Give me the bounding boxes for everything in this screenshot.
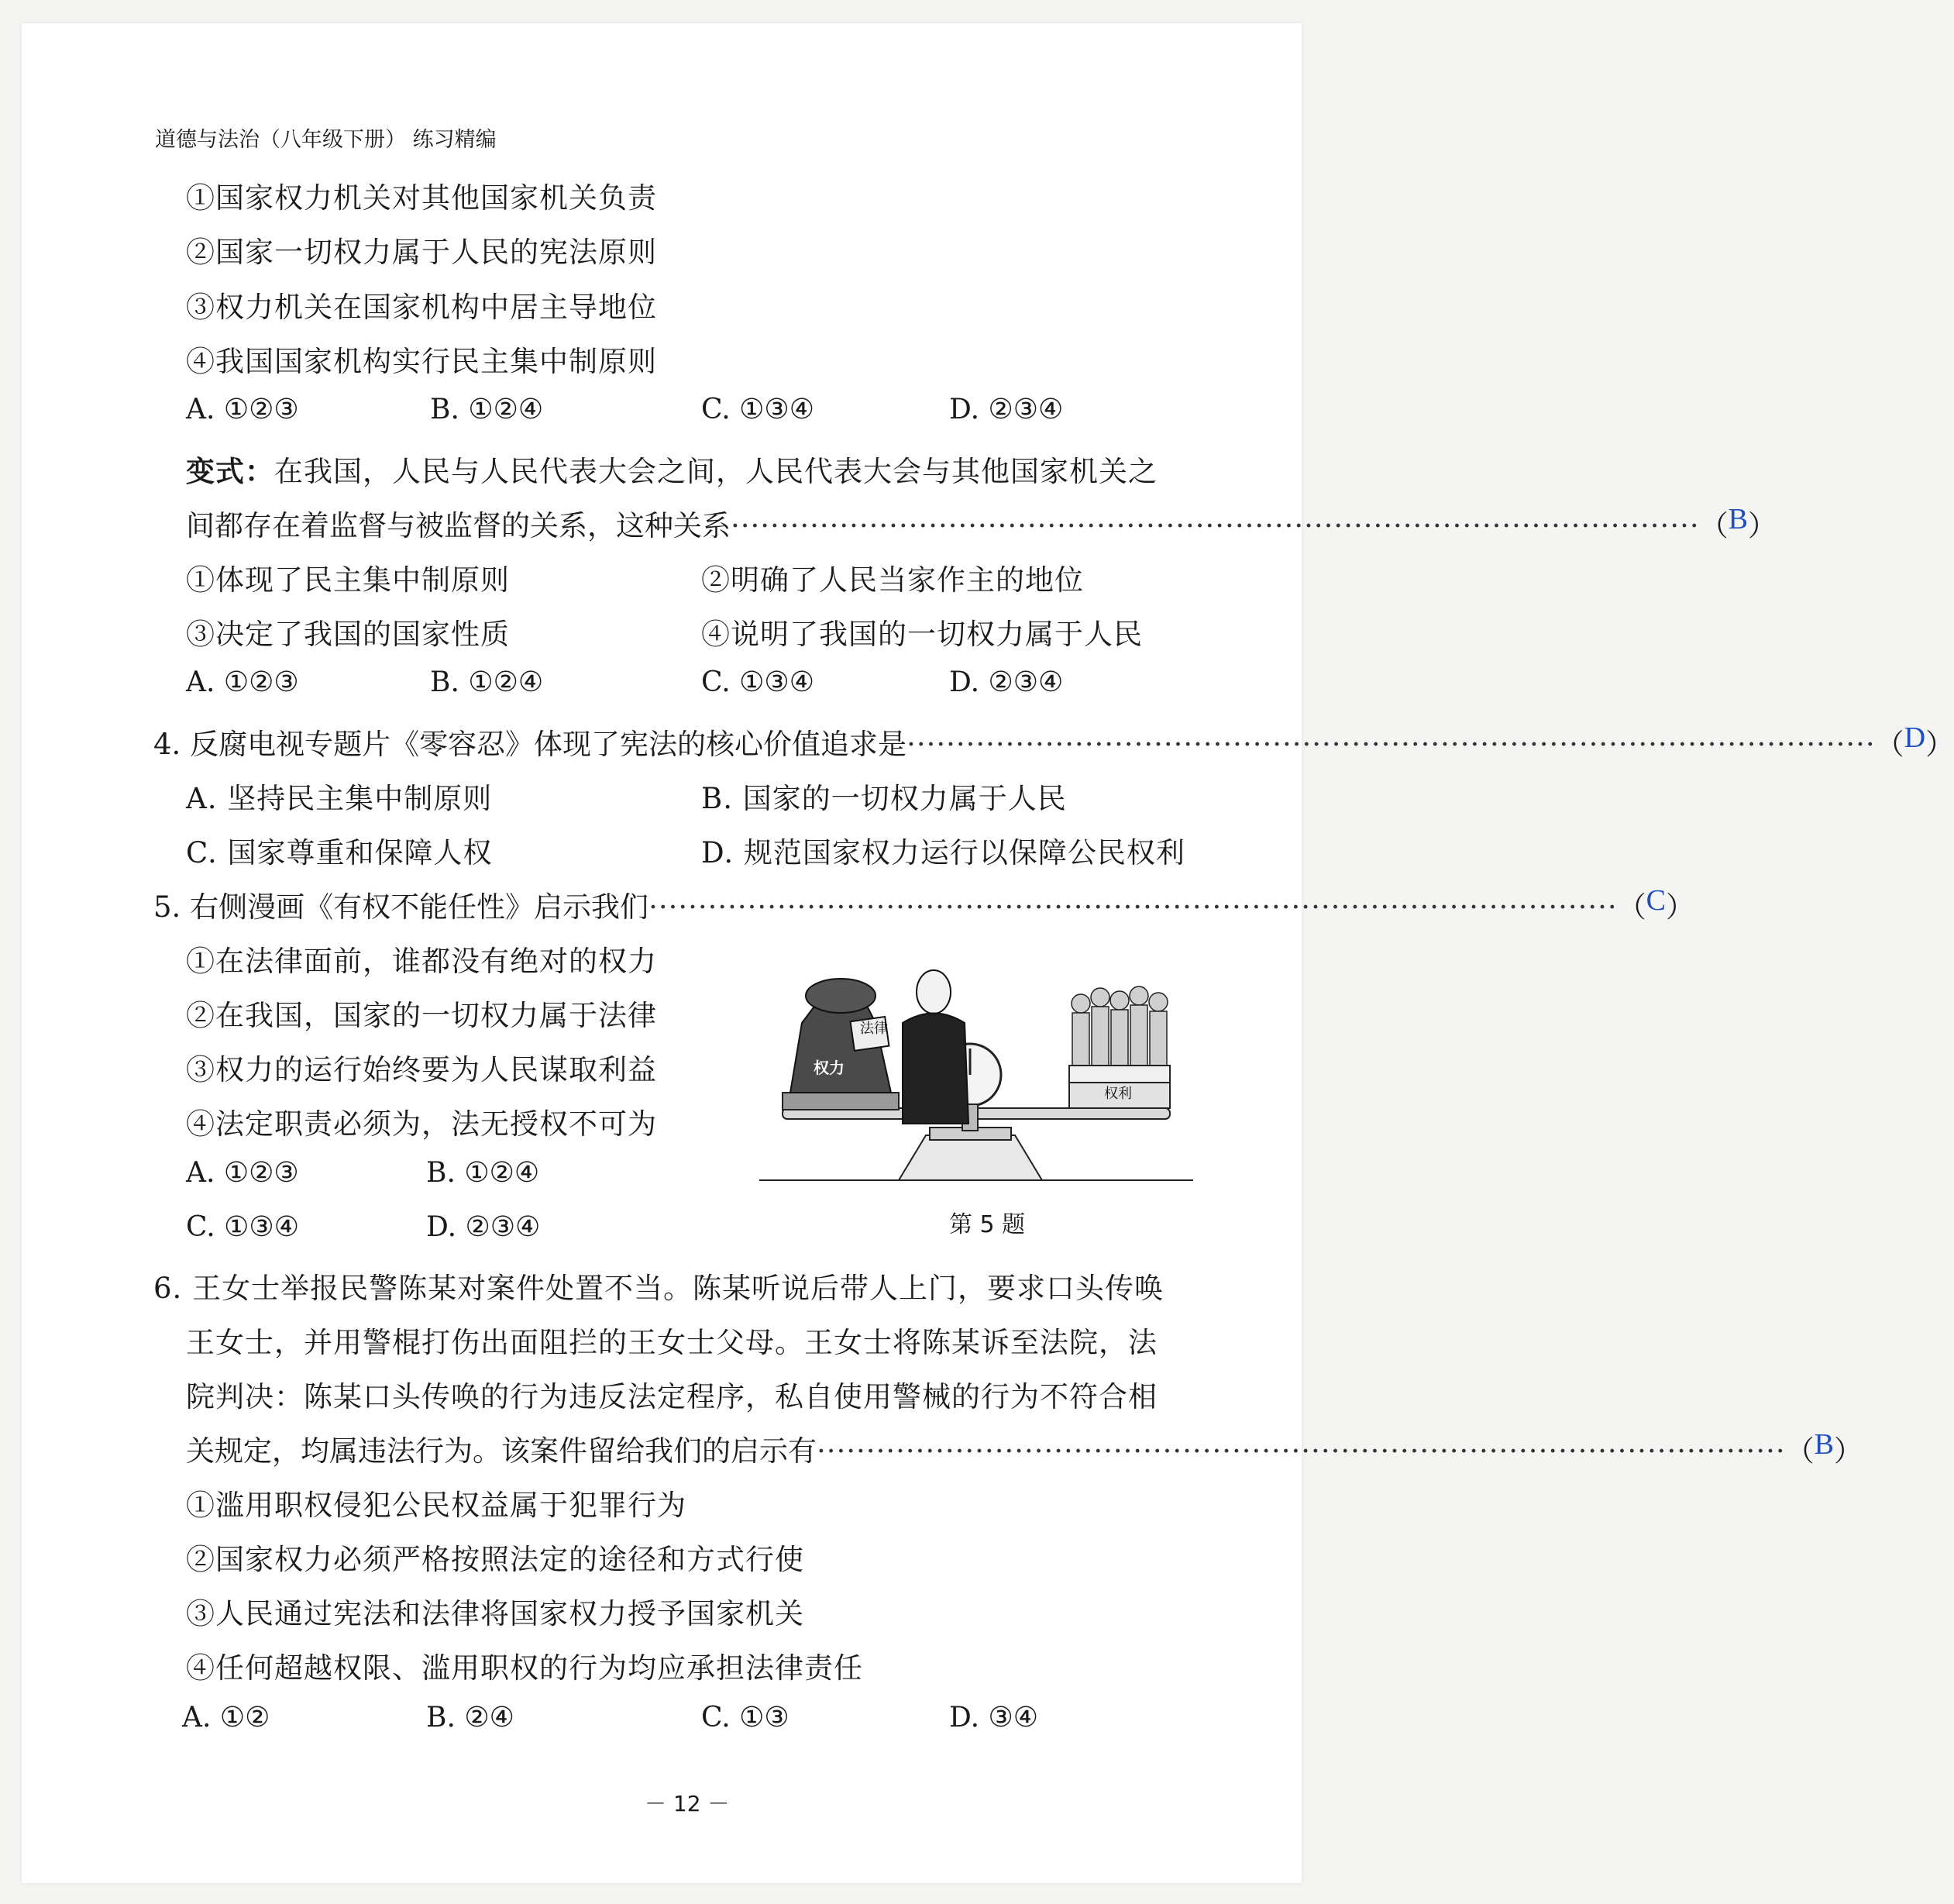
q5-item-4: ④法定职责必须为，法无授权不可为 (186, 1107, 657, 1141)
variant-item-2: ②明确了人民当家作主的地位 (701, 563, 1084, 597)
answer-bracket: （ C ） (1617, 884, 1695, 924)
q6-option-c: C. ①③ (701, 1702, 790, 1734)
q6-option-a: A. ①② (182, 1702, 270, 1734)
q3-option-d: D. ②③④ (949, 394, 1064, 425)
label-law: 法律 (860, 1021, 888, 1037)
q3-item-4: ④我国国家机构实行民主集中制原则 (186, 345, 657, 378)
q4-option-c: C. 国家尊重和保障人权 (186, 836, 493, 869)
variant-option-a: A. ①②③ (186, 666, 299, 698)
q3-item-1: ①国家权力机关对其他国家机关负责 (186, 181, 657, 215)
variant-label: 变式： (186, 454, 274, 488)
q5-option-b: B. ①②④ (426, 1157, 540, 1189)
variant-option-c: C. ①③④ (701, 666, 814, 698)
q3-item-2: ②国家一切权力属于人民的宪法原则 (186, 236, 657, 269)
leader-dots: ·································································································· (906, 728, 1876, 761)
answer-bracket: （ B ） (1785, 1428, 1863, 1468)
q3-item-3: ③权力机关在国家机构中居主导地位 (186, 291, 657, 324)
leader-dots: ·································································································· (648, 890, 1618, 924)
q3-option-a: A. ①②③ (186, 394, 299, 425)
q4-option-b: B. 国家的一切权力属于人民 (701, 782, 1067, 815)
q3-option-c: C. ①③④ (701, 394, 814, 425)
q6-item-2: ②国家权力必须严格按照法定的途径和方式行使 (186, 1543, 804, 1576)
variant-option-b: B. ①②④ (430, 666, 544, 698)
variant-answer: B (1728, 503, 1748, 535)
q5-item-2: ②在我国，国家的一切权力属于法律 (186, 999, 657, 1032)
leader-dots: ·································································································· (817, 1434, 1786, 1468)
variant-option-d: D. ②③④ (949, 666, 1064, 698)
q6-question-row (186, 1427, 1863, 1469)
variant-item-1: ①体现了民主集中制原则 (186, 563, 510, 597)
q6-item-1: ①滥用职权侵犯公民权益属于犯罪行为 (186, 1489, 686, 1522)
q5-item-3: ③权力的运行始终要为人民谋取利益 (186, 1053, 657, 1086)
leader-dots: ·································································································· (731, 509, 1700, 542)
running-header: 道德与法治（八年级下册） 练习精编 (155, 128, 497, 152)
q4-option-a: A. 坚持民主集中制原则 (186, 782, 493, 815)
variant-line-1 (186, 448, 1158, 490)
q6-line-2: 王女士，并用警棍打伤出面阻拦的王女士父母。王女士将陈某诉至法院，法 (186, 1326, 1158, 1359)
q6-item-4: ④任何超越权限、滥用职权的行为均应承担法律责任 (186, 1651, 863, 1685)
q5-question-row (153, 883, 1695, 925)
variant-line-2: 间都存在着监督与被监督的关系，这种关系 (186, 509, 731, 542)
q5-answer: C (1646, 884, 1667, 917)
q6-option-b: B. ②④ (426, 1702, 514, 1734)
variant-item-3: ③决定了我国的国家性质 (186, 618, 510, 651)
q6-line-4: 关规定，均属违法行为。该案件留给我们的启示有 (186, 1434, 817, 1468)
q5-option-d: D. ②③④ (426, 1211, 541, 1243)
q5-option-c: C. ①③④ (186, 1211, 299, 1243)
q4-answer: D (1904, 721, 1926, 754)
q4-stem: 4. 反腐电视专题片《零容忍》体现了宪法的核心价值追求是 (153, 728, 907, 761)
variant-question-row (186, 502, 1777, 544)
variant-item-4: ④说明了我国的一切权力属于人民 (701, 618, 1143, 651)
page-number: － 12 － (645, 1791, 730, 1816)
q4-question-row (153, 721, 1954, 763)
q6-option-d: D. ③④ (949, 1702, 1039, 1734)
figure-caption: 第 5 题 (949, 1211, 1026, 1238)
label-rights: 权利 (1104, 1086, 1132, 1102)
q5-option-a: A. ①②③ (186, 1157, 299, 1189)
q6-line-3: 院判决：陈某口头传唤的行为违反法定程序，私自使用警械的行为不符合相 (186, 1380, 1158, 1413)
variant-text: 在我国，人民与人民代表大会之间，人民代表大会与其他国家机关之 (274, 455, 1158, 488)
label-power: 权力 (814, 1059, 845, 1077)
q5-stem: 5. 右侧漫画《有权不能任性》启示我们 (153, 890, 649, 924)
q4-option-d: D. 规范国家权力运行以保障公民权利 (701, 836, 1185, 869)
answer-bracket: （ B ） (1699, 503, 1777, 542)
cartoon-illustration (759, 949, 1197, 1186)
q5-item-1: ①在法律面前，谁都没有绝对的权力 (186, 945, 657, 978)
q6-item-3: ③人民通过宪法和法律将国家权力授予国家机关 (186, 1597, 804, 1630)
q6-answer: B (1814, 1428, 1834, 1461)
answer-bracket: （ D ） (1875, 721, 1954, 761)
q3-option-b: B. ①②④ (430, 394, 544, 425)
q6-line-1: 6. 王女士举报民警陈某对案件处置不当。陈某听说后带人上门，要求口头传唤 (153, 1272, 1164, 1305)
